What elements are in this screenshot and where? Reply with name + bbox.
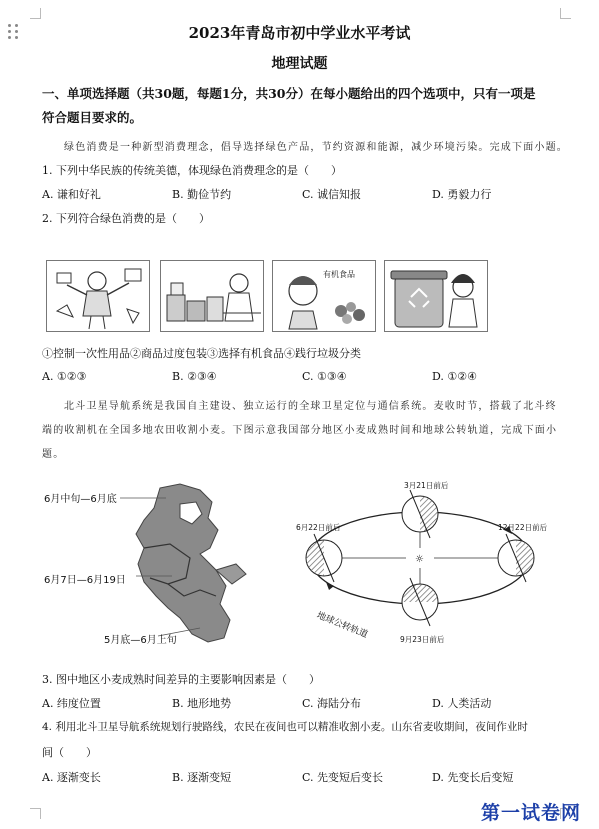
q1-option-a[interactable]: A. 谦和好礼: [42, 188, 101, 201]
map-label-south: 5月底—6月上旬: [104, 635, 177, 646]
section-heading-line2: 符合题目要求的。: [42, 110, 143, 125]
q4-stem-line2: 间（ ）: [42, 746, 97, 759]
orbit-label-june: 6月22日前后: [296, 523, 341, 532]
page-corner-top-right: [560, 8, 571, 19]
exam-title: 2023年青岛市初中学业水平考试: [188, 24, 411, 42]
illustration-disposable-items: [46, 260, 150, 332]
section-heading-line1: 一、单项选择题（共30题，每题1分，共30分）在每小题给出的四个选项中，只有一项是: [42, 86, 536, 101]
orbit-name-label: 地球公转轨道: [315, 610, 369, 641]
orbit-label-december: 12月22日前后: [498, 523, 548, 532]
q3-option-c[interactable]: C. 海陆分布: [302, 697, 362, 710]
passage-green-consumption: 绿色消费是一种新型消费理念，倡导选择绿色产品，节约资源和能源，减少环境污染。完成下面小题。: [64, 142, 568, 153]
orbit-label-september: 9月23日前后: [400, 635, 445, 644]
q4-option-d[interactable]: D. 先变长后变短: [432, 771, 514, 784]
illustration-organic-food: [272, 260, 376, 332]
passage-beidou-line1: 北斗卫星导航系统是我国自主建设、独立运行的全球卫星定位与通信系统。麦收时节，搭载了北斗终: [64, 401, 557, 412]
map-label-north: 6月中旬—6月底: [44, 494, 117, 505]
q3-option-a[interactable]: A. 纬度位置: [42, 697, 101, 710]
page-corner-bottom-left: [30, 808, 41, 819]
earth-top: [402, 490, 438, 538]
passage-beidou-line3: 题。: [42, 449, 65, 460]
exam-subtitle: 地理试题: [271, 56, 328, 72]
map-label-middle: 6月7日—6月19日: [44, 575, 126, 586]
q2-option-c[interactable]: C. ①③④: [302, 370, 347, 383]
q4-option-b[interactable]: B. 逐渐变短: [172, 771, 232, 784]
q3-option-b[interactable]: B. 地形地势: [172, 697, 232, 710]
passage-beidou-line2: 端的收割机在全国多地农田收割小麦。下图示意我国部分地区小麦成熟时间和地球公转轨道，完成下面小: [42, 425, 558, 436]
orbit-label-march: 3月21日前后: [404, 481, 449, 490]
q2-option-b[interactable]: B. ②③④: [172, 370, 217, 383]
q1-option-c[interactable]: C. 诚信知报: [302, 188, 362, 201]
q2-stem: 2. 下列符合绿色消费的是（ ）: [42, 212, 210, 225]
page-corner-top-left: [30, 8, 41, 19]
q1-option-d[interactable]: D. 勇毅力行: [432, 188, 492, 201]
earth-left: [306, 534, 342, 582]
site-watermark: 第一试卷网: [480, 802, 581, 824]
illustration-overpackaging: [160, 260, 264, 332]
q4-option-a[interactable]: A. 逐渐变长: [42, 771, 101, 784]
earth-bottom: [402, 578, 438, 626]
q1-option-b[interactable]: B. 勤俭节约: [172, 188, 232, 201]
q3-option-d[interactable]: D. 人类活动: [432, 697, 492, 710]
q2-option-d[interactable]: D. ①②④: [432, 370, 478, 383]
q2-items: ①控制一次性用品②商品过度包装③选择有机食品④践行垃圾分类: [42, 347, 361, 360]
organic-food-label: 有机食品: [323, 270, 355, 279]
q3-stem: 3. 图中地区小麦成熟时间差异的主要影响因素是（ ）: [42, 673, 320, 686]
q4-stem-line1: 4. 利用北斗卫星导航系统规划行驶路线，农民在夜间也可以精准收割小麦。山东省麦收期间，夜间作业时: [42, 721, 528, 733]
q2-option-a[interactable]: A. ①②③: [42, 370, 87, 383]
q4-option-c[interactable]: C. 先变短后变长: [302, 771, 384, 784]
q1-stem: 1. 下列中华民族的传统美德，体现绿色消费理念的是（ ）: [42, 164, 342, 177]
earth-right: [498, 534, 534, 582]
illustration-garbage-sorting: [384, 260, 488, 332]
sun-icon: ☼: [415, 554, 424, 565]
